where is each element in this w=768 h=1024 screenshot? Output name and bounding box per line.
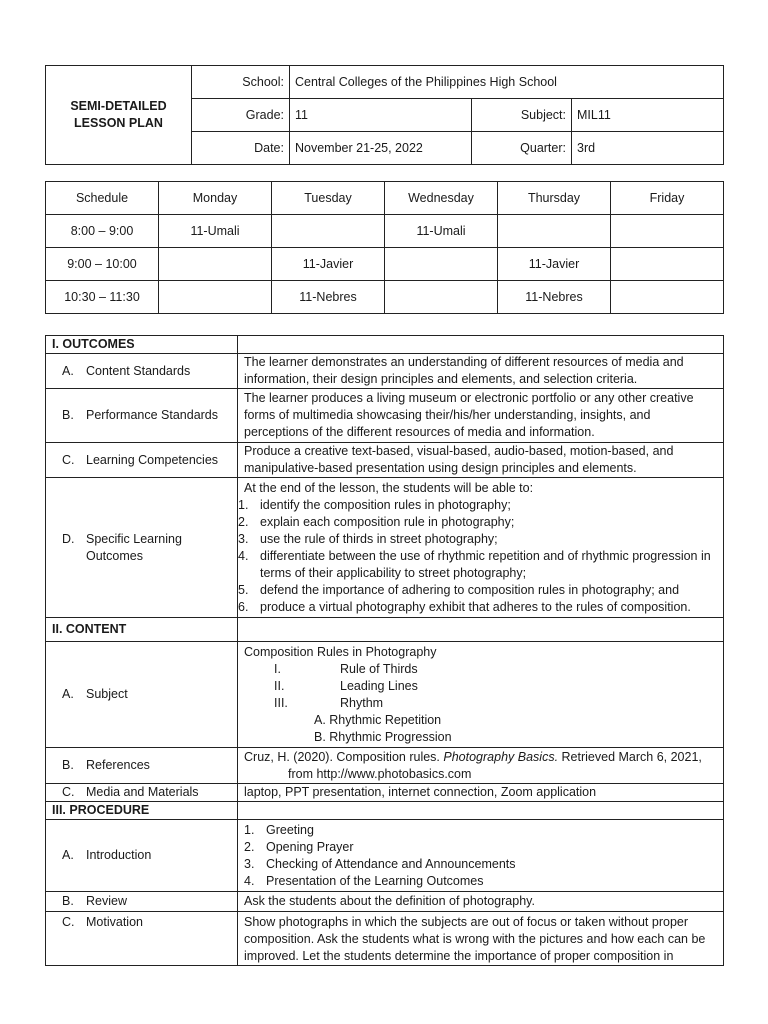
grade-value: 11 (290, 99, 472, 132)
list-item: 6. produce a virtual photography exhibit that adheres to the rules of composition. (238, 599, 691, 614)
schedule-cell: 11-Nebres (272, 281, 385, 314)
lesson-plan-title: SEMI-DETAILED LESSON PLAN (46, 66, 192, 165)
introduction-label: A. Introduction (46, 820, 238, 892)
list-item: 2. Opening Prayer (244, 839, 354, 854)
procedure-heading: III. PROCEDURE (46, 802, 238, 820)
schedule-cell (159, 281, 272, 314)
list-item: 1. identify the composition rules in photography; (238, 497, 511, 512)
learning-competencies-label: C. Learning Competencies (46, 443, 238, 478)
introduction-text (238, 820, 724, 892)
schedule-cell (385, 248, 498, 281)
content-heading-empty (238, 618, 724, 642)
list-item: 4. Presentation of the Learning Outcomes (244, 873, 484, 888)
lesson-plan-table (45, 335, 724, 966)
schedule-cell: 11-Nebres (498, 281, 611, 314)
schedule-header-cell: Tuesday (272, 182, 385, 215)
schedule-header-cell: Friday (611, 182, 724, 215)
media-materials-label: C. Media and Materials (46, 784, 238, 802)
motivation-label: C. Motivation (46, 912, 238, 966)
schedule-cell: 11-Umali (385, 215, 498, 248)
quarter-value: 3rd (572, 132, 724, 165)
schedule-cell (611, 281, 724, 314)
specific-learning-outcomes-text (238, 478, 724, 618)
schedule-cell (498, 215, 611, 248)
school-label: School: (192, 66, 290, 99)
list-item: 3. use the rule of thirds in street photography; (238, 531, 498, 546)
outcomes-heading: I. OUTCOMES (46, 336, 238, 354)
schedule-table (45, 181, 724, 314)
schedule-row (46, 248, 724, 281)
schedule-header-cell: Monday (159, 182, 272, 215)
header-table (45, 65, 724, 165)
list-item: 3. Checking of Attendance and Announcements (244, 856, 516, 871)
grade-label: Grade: (192, 99, 290, 132)
schedule-header-cell: Schedule (46, 182, 159, 215)
list-item: I. Rule of Thirds (274, 661, 418, 676)
media-materials-text: laptop, PPT presentation, internet connection, Zoom application (238, 784, 724, 802)
list-item: 1. Greeting (244, 822, 314, 837)
references-text: Cruz, H. (2020). Composition rules. Photography Basics. Retrieved March 6, 2021, from http://www.photobasics.com (238, 748, 724, 784)
learning-competencies-text: Produce a creative text-based, visual-based, audio-based, motion-based, and manipulative-based presentation using design principles and elements. (238, 443, 724, 478)
schedule-cell (159, 248, 272, 281)
subject-label: Subject: (472, 99, 572, 132)
motivation-text: Show photographs in which the subjects are out of focus or taken without proper composition. Ask the students what is wrong with the pictures and how each can be improved. Let the students determine the importance of proper composition in (238, 912, 724, 966)
schedule-row (46, 215, 724, 248)
schedule-cell: 11-Umali (159, 215, 272, 248)
schedule-cell (385, 281, 498, 314)
content-standards-label: A. Content Standards (46, 354, 238, 389)
schedule-cell (611, 248, 724, 281)
subject-label: A. Subject (46, 642, 238, 748)
subject-text (238, 642, 724, 748)
schedule-header-cell: Wednesday (385, 182, 498, 215)
schedule-cell: 8:00 – 9:00 (46, 215, 159, 248)
schedule-header-row (46, 182, 724, 215)
review-text: Ask the students about the definition of photography. (238, 892, 724, 912)
schedule-cell (611, 215, 724, 248)
review-label: B. Review (46, 892, 238, 912)
list-item: A. Rhythmic Repetition (314, 712, 442, 727)
schedule-row (46, 281, 724, 314)
schedule-cell: 11-Javier (498, 248, 611, 281)
schedule-cell: 9:00 – 10:00 (46, 248, 159, 281)
subject-heading: Composition Rules in Photography (244, 644, 437, 659)
list-item: B. Rhythmic Progression (314, 729, 452, 744)
content-standards-text: The learner demonstrates an understanding of different resources of media and information, their design principles and elements, and selection criteria. (238, 354, 724, 389)
schedule-cell (272, 215, 385, 248)
specific-learning-outcomes-label: D. Specific Learning Outcomes (46, 478, 238, 618)
schedule-header-cell: Thursday (498, 182, 611, 215)
school-value: Central Colleges of the Philippines High School (290, 66, 724, 99)
performance-standards-label: B. Performance Standards (46, 389, 238, 443)
schedule-cell: 11-Javier (272, 248, 385, 281)
slo-intro: At the end of the lesson, the students will be able to: (244, 480, 534, 495)
list-item: 2. explain each composition rule in photography; (238, 514, 515, 529)
content-heading: II. CONTENT (46, 618, 238, 642)
date-value: November 21-25, 2022 (290, 132, 472, 165)
references-label: B. References (46, 748, 238, 784)
quarter-label: Quarter: (472, 132, 572, 165)
list-item: II. Leading Lines (274, 678, 418, 693)
date-label: Date: (192, 132, 290, 165)
list-item: III. Rhythm (274, 695, 384, 710)
outcomes-heading-empty (238, 336, 724, 354)
schedule-cell: 10:30 – 11:30 (46, 281, 159, 314)
procedure-heading-empty (238, 802, 724, 820)
performance-standards-text: The learner produces a living museum or electronic portfolio or any other creative forms of multimedia showcasing their/his/her understanding, insights, and perceptions of the different resources of media and information. (238, 389, 724, 443)
subject-value: MIL11 (572, 99, 724, 132)
list-item: 4. differentiate between the use of rhythmic repetition and of rhythmic progression in terms of their applicability to street photography; (238, 548, 711, 580)
list-item: 5. defend the importance of adhering to composition rules in photography; and (238, 582, 680, 597)
